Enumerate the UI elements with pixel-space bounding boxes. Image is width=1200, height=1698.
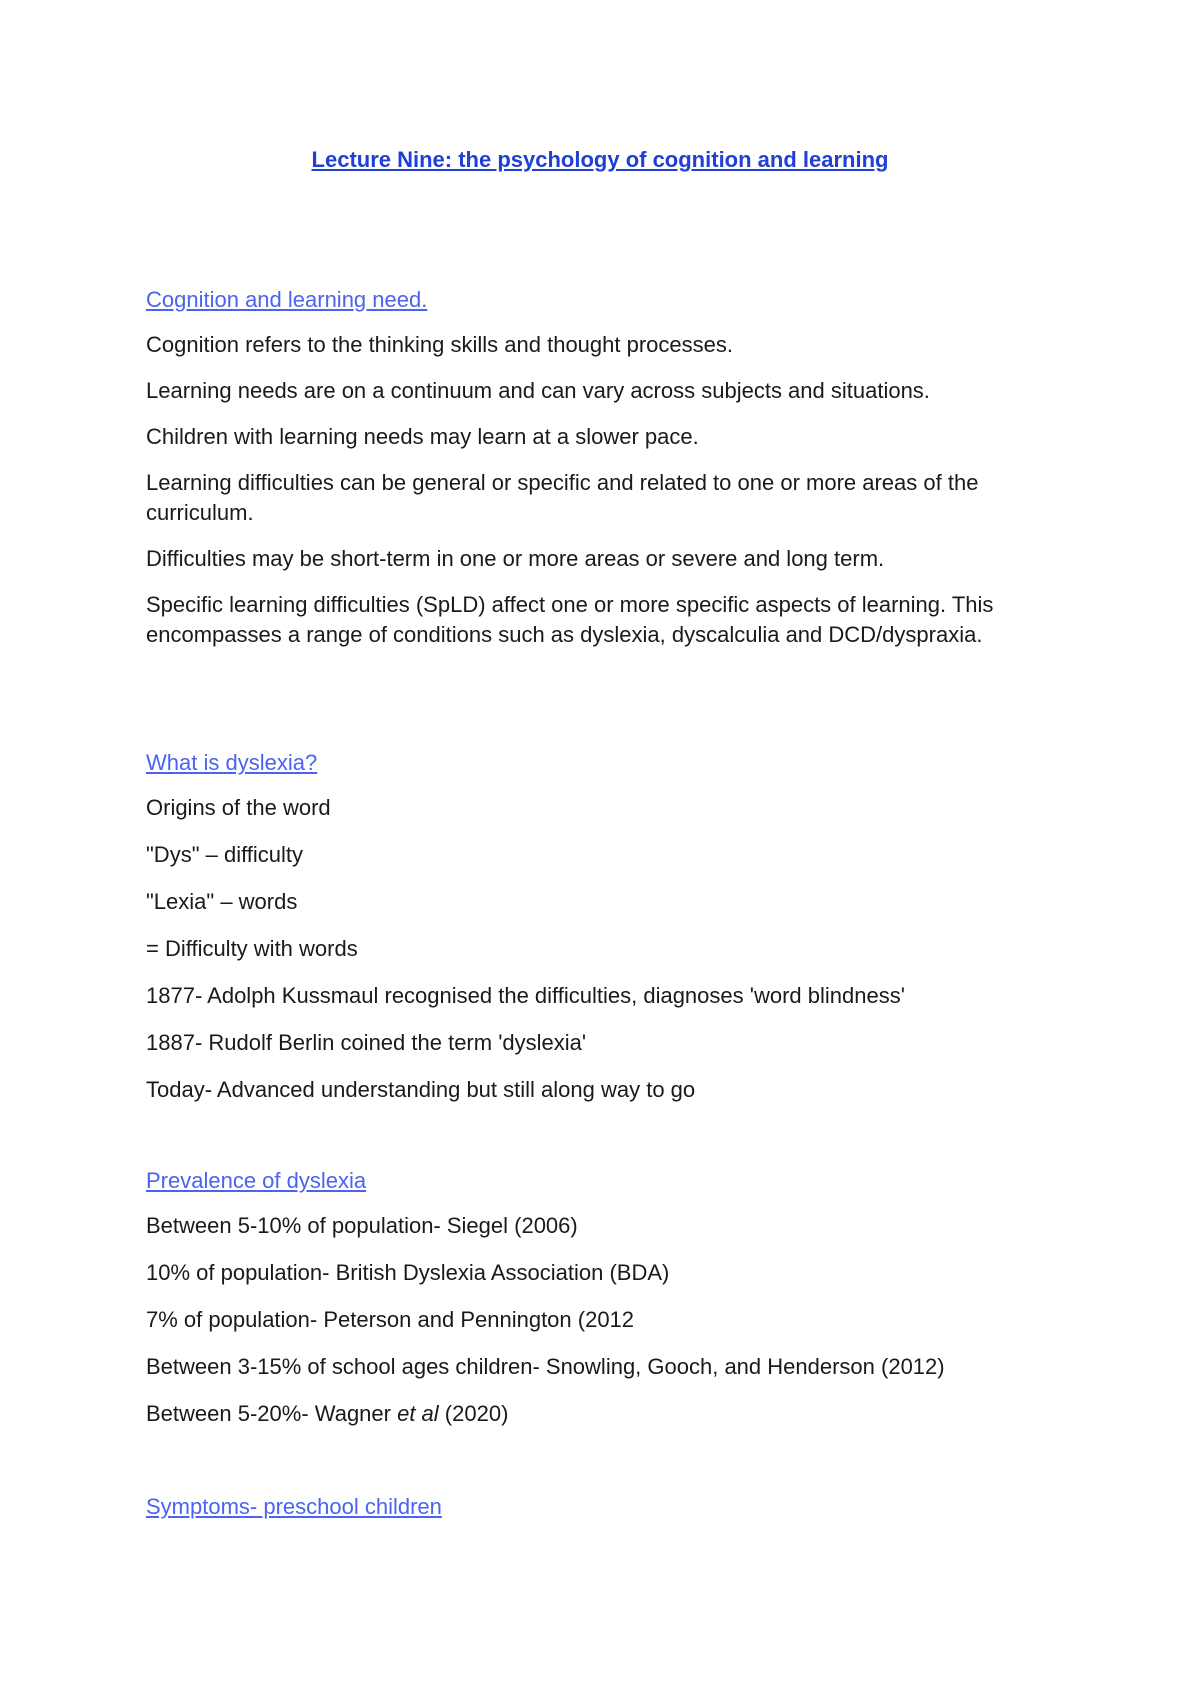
paragraph: 7% of population- Peterson and Pennington (2012: [146, 1307, 635, 1332]
italic-text-run: et al: [397, 1401, 439, 1426]
section-prevalence-of-dyslexia: [146, 1167, 1046, 1446]
paragraph: 1877- Adolph Kussmaul recognised the difficulties, diagnoses 'word blindness': [146, 983, 905, 1008]
paragraph: "Lexia" – words: [146, 889, 298, 914]
section-heading: What is dyslexia?: [146, 750, 318, 775]
section-heading: Cognition and learning need.: [146, 287, 428, 312]
section-what-is-dyslexia: [146, 749, 1046, 1122]
paragraph: Specific learning difficulties (SpLD) affect one or more specific aspects of learning. This encompasses a range of conditions such as dyslexia, dyscalculia and DCD/dyspraxia.: [146, 592, 994, 647]
paragraph: = Difficulty with words: [146, 936, 358, 961]
section-heading: Symptoms- preschool children: [146, 1494, 442, 1519]
paragraph: Learning needs are on a continuum and can vary across subjects and situations.: [146, 378, 930, 403]
paragraph: Today- Advanced understanding but still along way to go: [146, 1077, 696, 1102]
paragraph: "Dys" – difficulty: [146, 842, 304, 867]
paragraph: Learning difficulties can be general or specific and related to one or more areas of the curriculum.: [146, 470, 979, 525]
paragraph: Children with learning needs may learn at a slower pace.: [146, 424, 699, 449]
section-cognition-and-learning: [146, 286, 1046, 666]
page-title: Lecture Nine: the psychology of cognition and learning: [311, 147, 889, 172]
section-heading: Prevalence of dyslexia: [146, 1168, 367, 1193]
paragraph: Between 3-15% of school ages children- Snowling, Gooch, and Henderson (2012): [146, 1354, 945, 1379]
paragraph: Between 5-10% of population- Siegel (2006): [146, 1213, 578, 1238]
text-run: Between 5-20%- Wagner: [146, 1401, 398, 1426]
paragraph: [146, 1399, 1046, 1429]
paragraph: 10% of population- British Dyslexia Association (BDA): [146, 1260, 670, 1285]
paragraph: Origins of the word: [146, 795, 331, 820]
paragraph: Difficulties may be short-term in one or more areas or severe and long term.: [146, 546, 885, 571]
text-run: (2020): [438, 1401, 509, 1426]
paragraph: Cognition refers to the thinking skills and thought processes.: [146, 332, 733, 357]
section-symptoms-preschool: [146, 1493, 1046, 1537]
paragraph: 1887- Rudolf Berlin coined the term 'dyslexia': [146, 1030, 587, 1055]
